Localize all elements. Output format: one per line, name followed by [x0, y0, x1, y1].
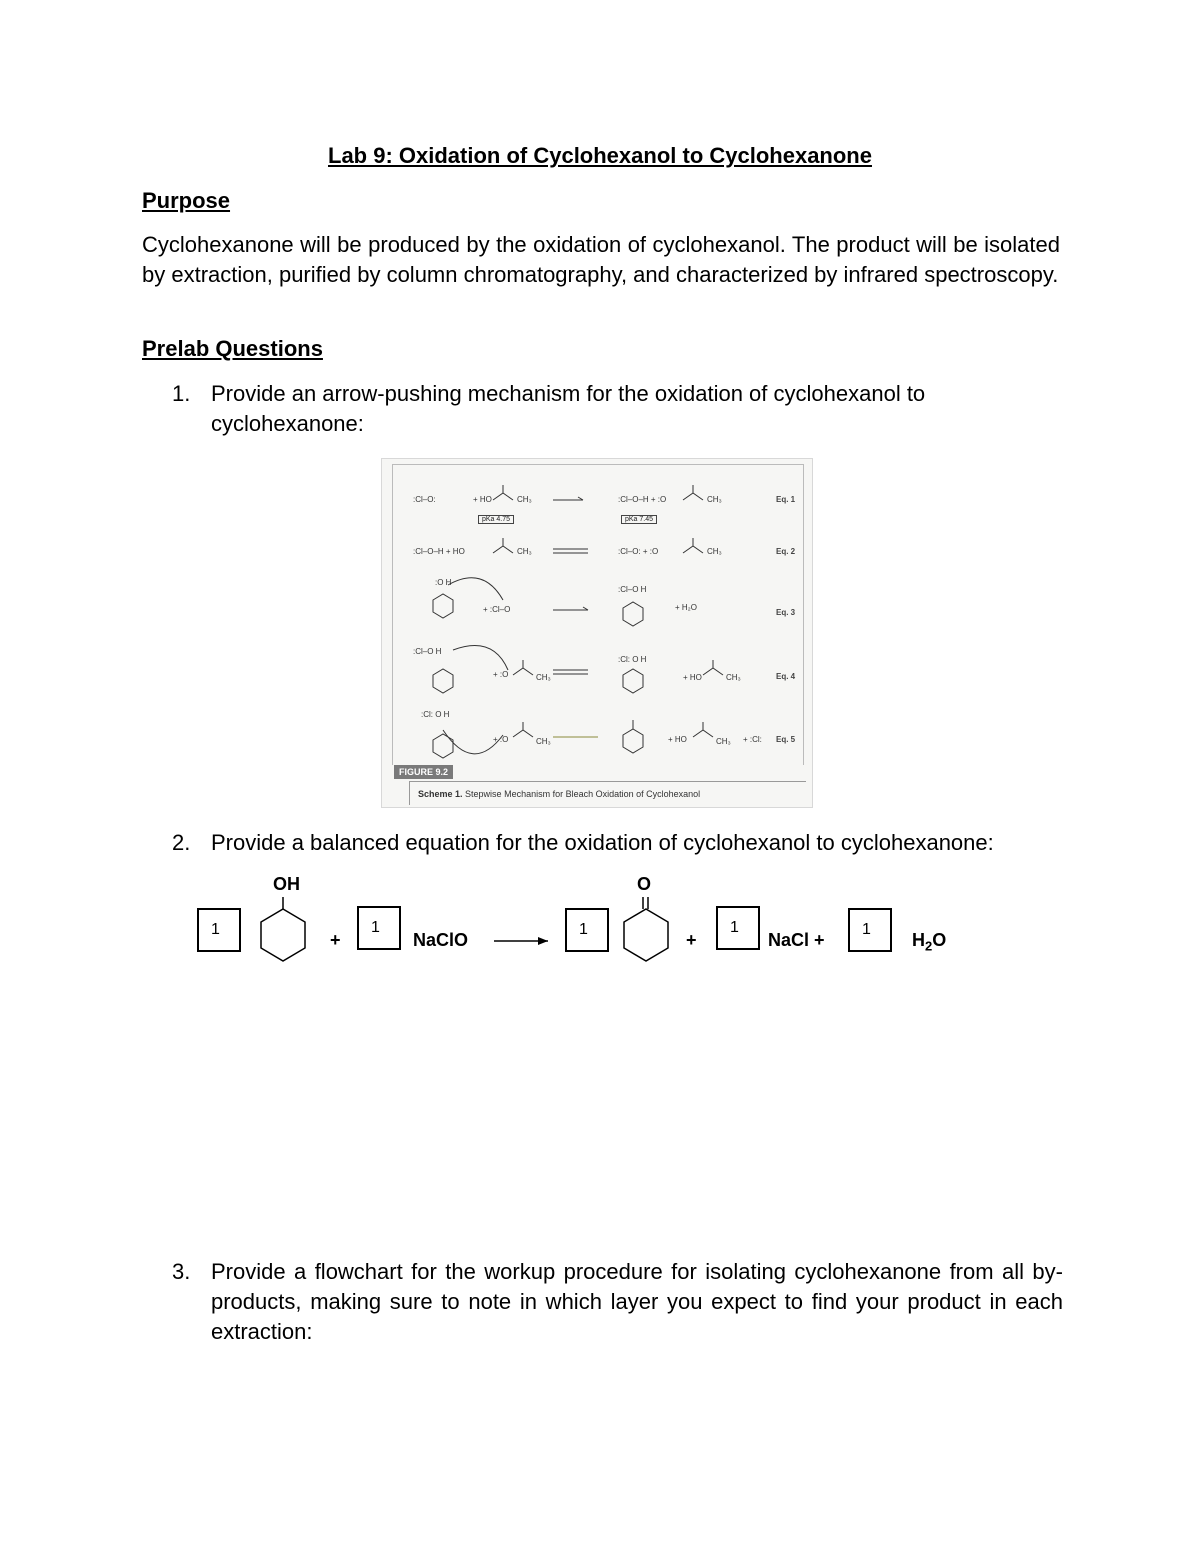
question-1-number: 1.	[172, 381, 191, 406]
reagent-naclo: NaClO	[413, 930, 469, 950]
o-label: O	[637, 874, 652, 894]
plus-sign-2: +	[686, 930, 697, 950]
question-2-number: 2.	[172, 830, 191, 855]
question-1-text: Provide an arrow-pushing mechanism for the oxidation of cyclohexanol to cyclohexanone:	[211, 381, 926, 436]
eq-label-4: Eq. 4	[776, 672, 796, 681]
coefficient-box-cyclohexanol[interactable]: 1	[197, 908, 241, 952]
cyclohexanol-structure	[250, 895, 312, 975]
oh-label: OH	[273, 874, 300, 894]
figure-caption	[409, 781, 806, 805]
plus-sign-1: +	[330, 930, 341, 950]
coefficient-box-nacl[interactable]: 1	[716, 906, 760, 950]
page-title: Lab 9: Oxidation of Cyclohexanol to Cyclohexanone	[328, 143, 872, 168]
pka-left: pKa 4.75	[478, 515, 514, 524]
cyclohexanone-structure	[613, 895, 675, 975]
figure-caption-bold: Scheme 1.	[418, 789, 463, 799]
product-water	[912, 930, 946, 954]
eq-label-3: Eq. 3	[776, 608, 796, 617]
question-3-text: Provide a flowchart for the workup procedure for isolating cyclohexanone from all by-products, making sure to note in which layer you expect to find your product in each extraction:	[211, 1259, 1063, 1344]
prelab-heading: Prelab Questions	[142, 336, 323, 361]
water-o: O	[932, 930, 947, 950]
figure-caption-text: Stepwise Mechanism for Bleach Oxidation of Cyclohexanol	[465, 789, 701, 799]
coefficient-box-naclo[interactable]: 1	[357, 906, 401, 950]
eq-label-5: Eq. 5	[776, 735, 796, 744]
mechanism-drawing	[393, 465, 803, 765]
purpose-text: Cyclohexanone will be produced by the oxidation of cyclohexanol. The product will be isolated by extraction, purified by column chromatography, and characterized by infrared spectroscopy.	[142, 232, 1060, 287]
mechanism-figure	[381, 458, 813, 808]
purpose-heading: Purpose	[142, 188, 231, 213]
coefficient-box-water[interactable]: 1	[848, 908, 892, 952]
coefficient-box-cyclohexanone[interactable]: 1	[565, 908, 609, 952]
question-3-number: 3.	[172, 1259, 191, 1284]
pka-right: pKa 7.45	[621, 515, 657, 524]
eq-label-1: Eq. 1	[776, 495, 796, 504]
question-2-text: Provide a balanced equation for the oxidation of cyclohexanol to cyclohexanone:	[211, 830, 994, 855]
figure-label: FIGURE 9.2	[394, 765, 453, 779]
mechanism-scheme: :Cl–O: + HO CH₃ :Cl–O–H + :O CH₃ pKa 4.75 pKa 7.45 :Cl–O–H + HO CH₃ :Cl–O: + :O CH₃ :O H + :Cl–O :Cl–O H + H₂O :Cl–O H + :O CH₃ :Cl: O H + HO CH₃ :Cl: O H + :O CH₃ + HO CH₃ + :Cl: Eq. 1 Eq. 2 Eq. 3 Eq. 4 Eq. 5	[392, 464, 804, 765]
water-subscript: 2	[925, 938, 933, 954]
product-nacl: NaCl +	[768, 930, 825, 950]
eq-label-2: Eq. 2	[776, 547, 796, 556]
water-h: H	[912, 930, 925, 950]
reaction-arrow	[492, 934, 552, 948]
